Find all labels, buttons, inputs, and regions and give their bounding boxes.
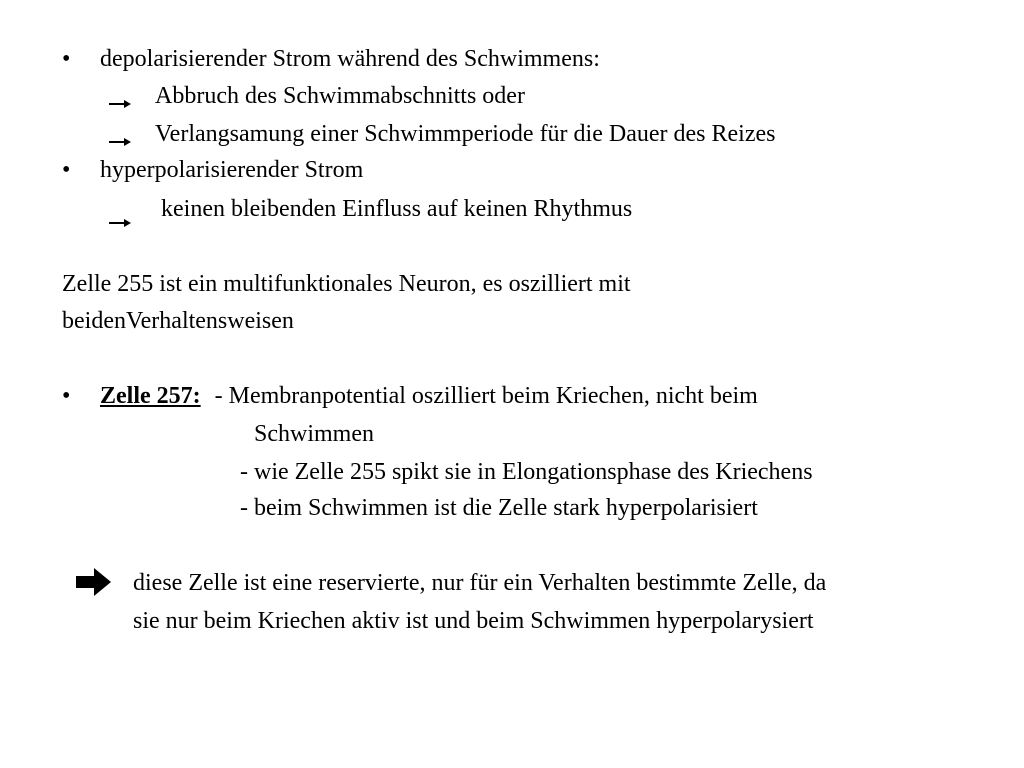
point1-line1: - Membranpotential oszilliert beim Kriechen, nicht beim (214, 383, 758, 409)
conclusion-line1: diese Zelle ist eine reservierte, nur für ein Verhalten bestimmte Zelle, da (133, 570, 827, 596)
section2-heading: hyperpolarisierender Strom (100, 157, 364, 183)
bullet: • (62, 383, 71, 409)
paragraph-line2: beidenVerhaltensweisen (62, 308, 294, 334)
zelle-257-label: Zelle 257: (100, 383, 201, 409)
right-arrow-icon (76, 568, 112, 596)
point2: - wie Zelle 255 spikt sie in Elongationsphase des Kriechens (240, 459, 813, 485)
point1-line2: Schwimmen (254, 421, 374, 447)
small-right-arrow-icon (108, 218, 132, 228)
section2-item1: keinen bleibenden Einfluss auf keinen Rhythmus (161, 196, 633, 222)
paragraph-line1: Zelle 255 ist ein multifunktionales Neuron, es oszilliert mit (62, 271, 631, 297)
section1-heading: depolarisierender Strom während des Schwimmens: (100, 46, 600, 72)
zelle-257-row (100, 381, 758, 411)
section1-item1: Abbruch des Schwimmabschnitts oder (155, 83, 525, 109)
small-right-arrow-icon (108, 99, 132, 109)
small-right-arrow-icon (108, 137, 132, 147)
point3: - beim Schwimmen ist die Zelle stark hyperpolarisiert (240, 495, 758, 521)
bullet: • (62, 157, 71, 183)
bullet: • (62, 46, 71, 72)
conclusion-line2: sie nur beim Kriechen aktiv ist und beim Schwimmen hyperpolarysiert (133, 608, 814, 634)
section1-item2: Verlangsamung einer Schwimmperiode für die Dauer des Reizes (155, 121, 776, 147)
